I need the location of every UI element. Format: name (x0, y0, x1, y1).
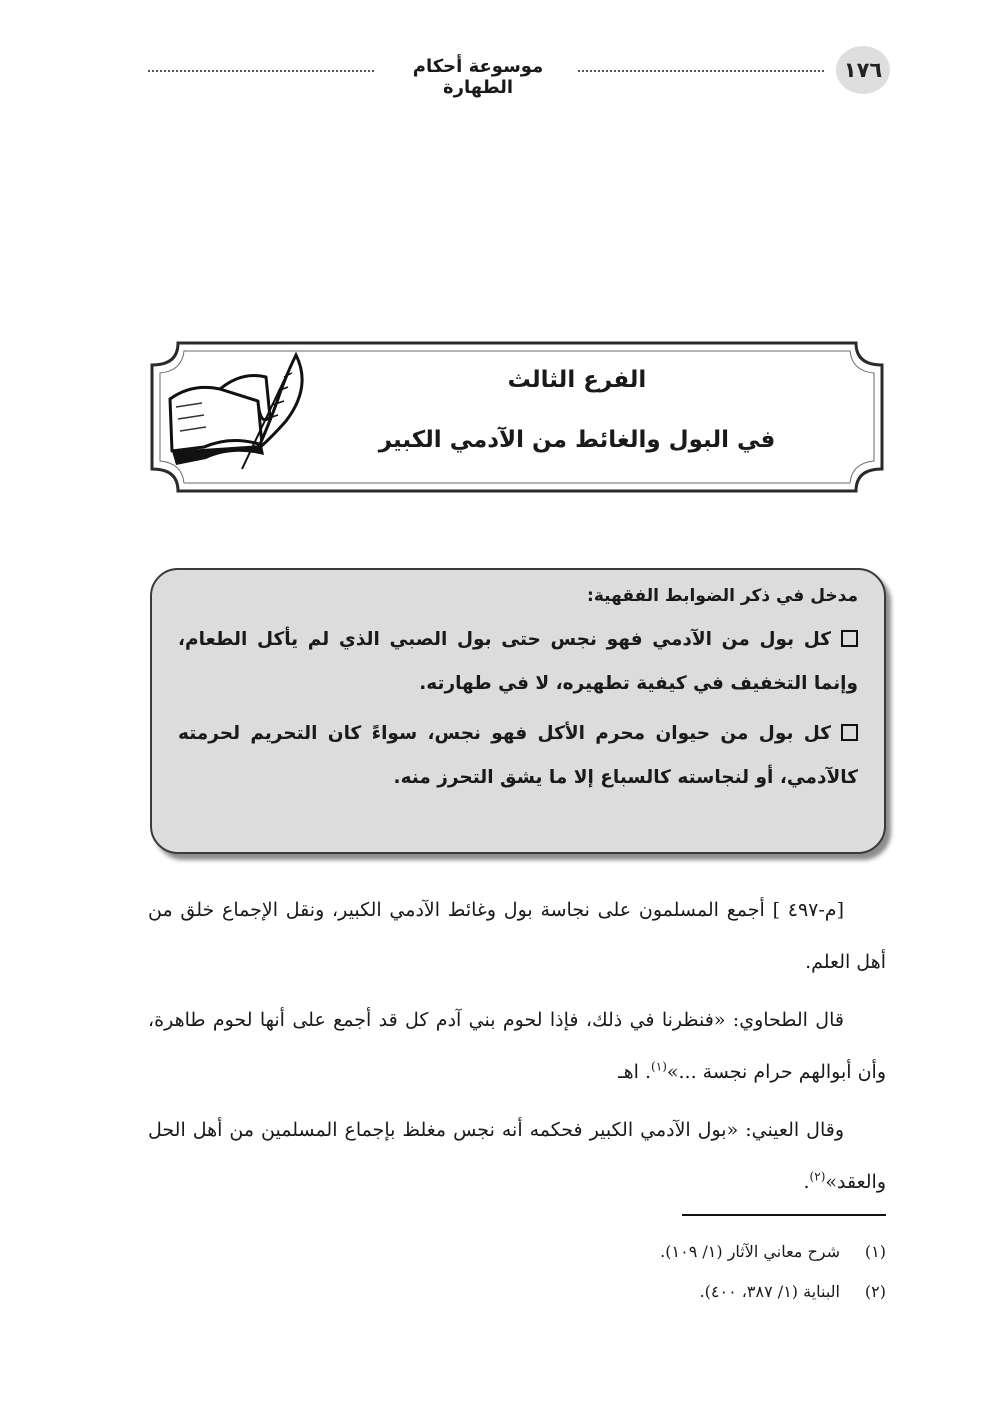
footnote-text: البناية (١/ ٣٨٧، ٤٠٠). (699, 1282, 840, 1301)
rule-item: كل بول من حيوان محرم الأكل فهو نجس، سواءً كان التحريم لحرمته كالآدمي، أو لنجاسته كالسباع إلا ما يشق التحرز منه. (178, 723, 858, 788)
rules-heading: مدخل في ذكر الضوابط الفقهية: (587, 586, 858, 606)
main-text (148, 884, 886, 1214)
fiqh-rules-box (150, 568, 886, 854)
footnotes (148, 1232, 886, 1312)
footnote-number: (٢) (864, 1282, 886, 1301)
footnote-ref: (٢) (809, 1169, 826, 1184)
paragraph: وقال العيني: «بول الآدمي الكبير فحكمه أنه نجس مغلظ بإجماع المسلمين من أهل الحل والعقد»$^{(٢)}$. (148, 1119, 886, 1193)
footnote-number: (١) (864, 1242, 886, 1261)
paragraph: قال الطحاوي: «فنظرنا في ذلك، فإذا لحوم بني آدم كل قد أجمع على أنها لحوم طاهرة، وأن أبوالهم حرام نجسة ...»$^{(١)}$. اهـ (148, 1009, 886, 1083)
rule-item: كل بول من الآدمي فهو نجس حتى بول الصبي الذي لم يأكل الطعام، وإنما التخفيف في كيفية تطهيره، لا في طهارته. (178, 629, 858, 694)
checkbox-bullet-icon (841, 630, 858, 647)
section-title: الفرع الثالث (507, 367, 647, 393)
page-number: ١٧٦ (836, 46, 890, 94)
paragraph: [م-٤٩٧ ] أجمع المسلمون على نجاسة بول وغائط الآدمي الكبير، ونقل الإجماع خلق من أهل العلم. (148, 899, 886, 973)
footnote (148, 1232, 886, 1272)
running-header (148, 46, 890, 98)
dotted-leader-right (578, 70, 824, 72)
footnote-separator (682, 1214, 886, 1216)
footnote-text: شرح معاني الآثار (١/ ١٠٩). (660, 1242, 840, 1261)
running-title: موسوعة أحكام الطهارة (412, 56, 544, 98)
checkbox-bullet-icon (841, 724, 858, 741)
book-and-quill-icon (162, 347, 312, 473)
section-subtitle: في البول والغائط من الآدمي الكبير (378, 427, 776, 453)
footnote-ref: (١) (651, 1059, 667, 1074)
dotted-leader-left (148, 70, 374, 72)
section-title-frame (148, 339, 886, 495)
footnote (148, 1272, 886, 1312)
